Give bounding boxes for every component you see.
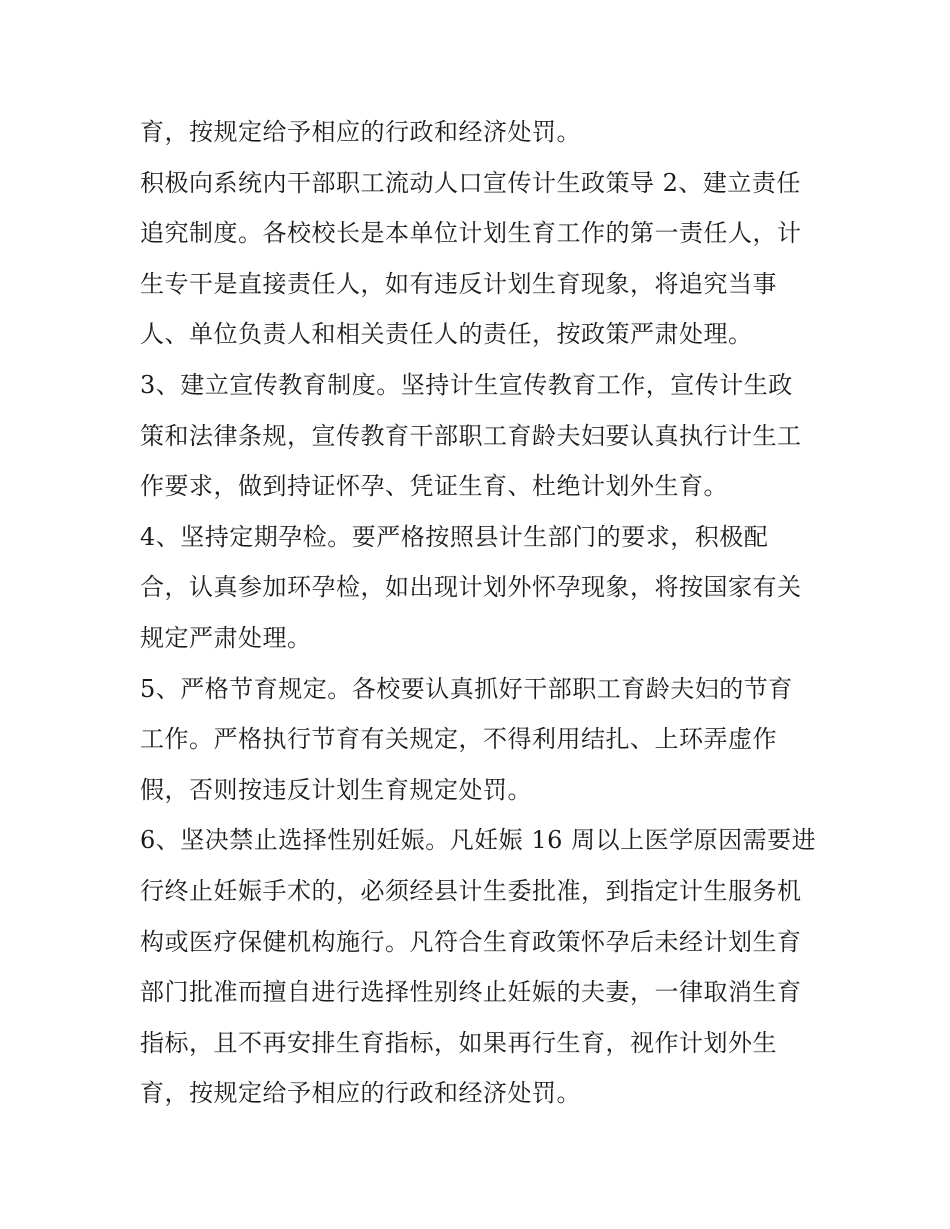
text-line: 作要求，做到持证怀孕、凭证生育、杜绝计划外生育。 — [140, 472, 728, 501]
text-line: 人、单位负责人和相关责任人的责任，按政策严肃处理。 — [140, 320, 753, 349]
text-line: 追究制度。各校校长是本单位计划生育工作的第一责任人，计 — [140, 219, 802, 248]
text-line: 5、严格节育规定。各校要认真抓好干部职工育龄夫妇的节育 — [140, 674, 793, 703]
text-line: 工作。严格执行节育有关规定，不得利用结扎、上环弄虚作 — [140, 725, 777, 754]
text-line: 6、坚决禁止选择性别妊娠。凡妊娠 16 周以上医学原因需要进 — [140, 826, 817, 855]
text-line: 策和法律条规，宣传教育干部职工育龄夫妇要认真执行计生工 — [140, 421, 802, 450]
text-line: 育，按规定给予相应的行政和经济处罚。 — [140, 118, 581, 146]
text-line: 合，认真参加环孕检，如出现计划外怀孕现象，将按国家有关 — [140, 573, 802, 602]
text-line: 3、建立宣传教育制度。坚持计生宣传教育工作，宣传计生政 — [140, 370, 793, 399]
text-line: 规定严肃处理。 — [140, 623, 312, 652]
text-line: 指标，且不再安排生育指标，如果再行生育，视作计划外生 — [140, 1028, 777, 1057]
text-line: 构或医疗保健机构施行。凡符合生育政策怀孕后未经计划生育 — [140, 927, 802, 956]
text-line: 行终止妊娠手术的，必须经县计生委批准，到指定计生服务机 — [140, 876, 802, 905]
text-line: 4、坚持定期孕检。要严格按照县计生部门的要求，积极配 — [140, 522, 769, 551]
text-line: 假，否则按违反计划生育规定处罚。 — [140, 775, 532, 804]
text-line: 生专干是直接责任人，如有违反计划生育现象，将追究当事 — [140, 269, 777, 298]
text-line: 积极向系统内干部职工流动人口宣传计生政策导 2、建立责任 — [140, 168, 801, 197]
text-line: 部门批准而擅自进行选择性别终止妊娠的夫妻，一律取消生育 — [140, 978, 802, 1007]
text-line: 育，按规定给予相应的行政和经济处罚。 — [140, 1079, 581, 1108]
document-body — [140, 107, 830, 1119]
